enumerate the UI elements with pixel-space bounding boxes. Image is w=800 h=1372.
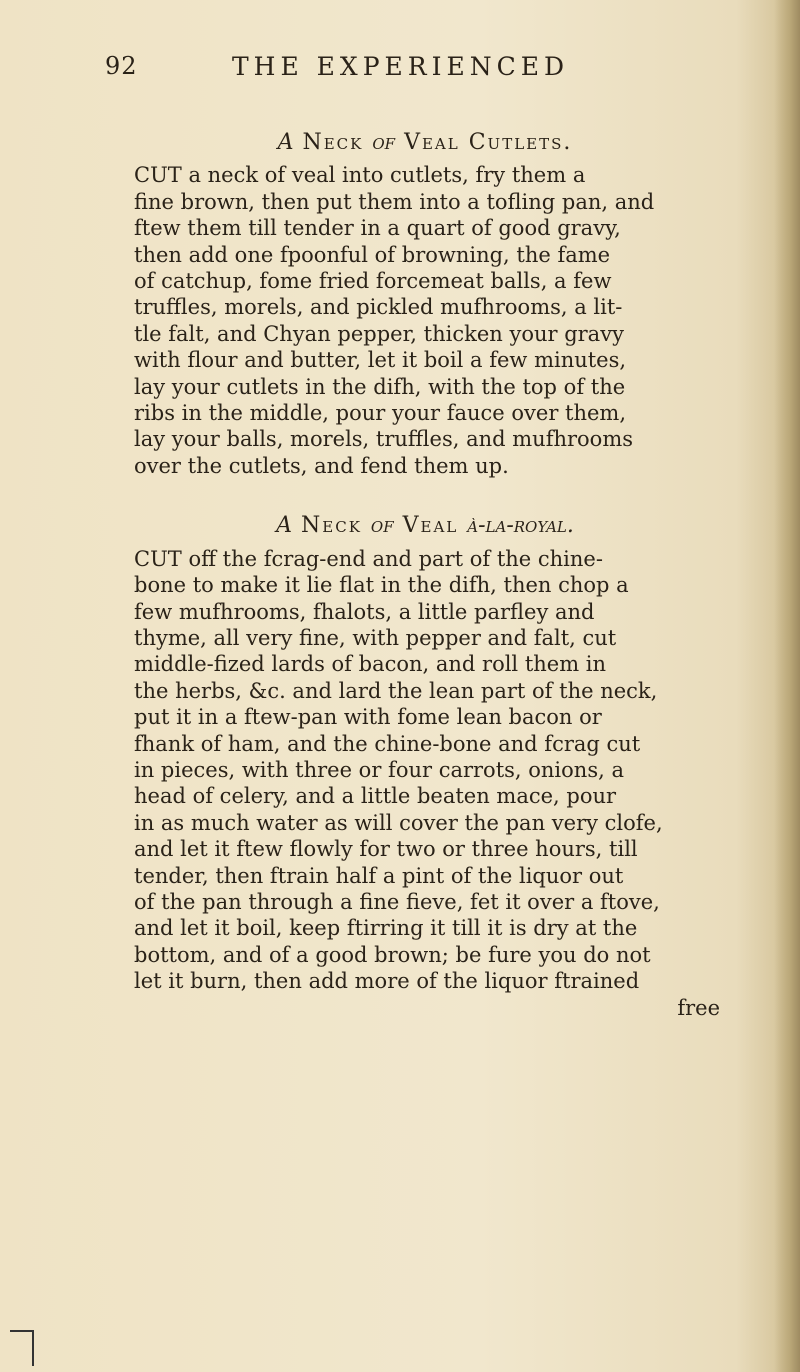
page-content [110,130,740,1021]
text-line: tle falt, and Chyan pepper, thicken your gravy [134,321,624,346]
page-edge-shadow [774,0,800,1372]
text-line: lay your balls, morels, truffles, and mufhrooms [134,427,634,452]
text-line: and let it ftew flowly for two or three hours, till [134,837,638,862]
heading-title: Veal Cutlets. [404,130,573,155]
text-line: ribs in the middle, pour your fauce over them, [134,401,627,426]
text-line: ftew them till tender in a quart of good gravy, [134,216,621,241]
corner-mark [10,1330,34,1366]
text-line: CUT off the fcrag-end and part of the chine- [134,546,603,571]
text-line: thyme, all very fine, with pepper and falt, cut [134,625,617,650]
text-line: with flour and butter, let it boil a few minutes, [134,348,627,373]
heading-word: Neck [302,130,364,155]
heading-of: of [372,130,396,155]
recipe-paragraph-1 [110,162,740,479]
text-line: head of celery, and a little beaten mace, pour [134,784,617,809]
text-line: fhank of ham, and the chine-bone and fcrag cut [134,731,641,756]
page-header [105,52,705,92]
text-line: lay your cutlets in the difh, with the top of the [134,374,626,399]
heading-article: A [276,513,293,539]
text-line: put it in a ftew-pan with fome lean bacon or [134,705,602,730]
heading-article: A [277,130,294,155]
text-line: in pieces, with three or four carrots, onions, a [134,757,624,782]
text-line: of catchup, fome fried forcemeat balls, a few [134,269,612,294]
text-line: of the pan through a fine fieve, fet it over a ftove, [134,889,660,914]
text-line: fine brown, then put them into a tofling pan, and [134,189,655,214]
running-head: THE EXPERIENCED [232,52,570,81]
text-line: the herbs, &c. and lard the lean part of the neck, [134,678,658,703]
text-line: tender, then ftrain half a pint of the liquor out [134,863,624,888]
recipe-heading-1 [110,130,740,156]
text-line: let it burn, then add more of the liquor ftrained [134,969,640,994]
text-line: middle-fized lards of bacon, and roll them in [134,652,607,677]
heading-title: Veal [402,513,459,539]
recipe-heading-2 [110,513,740,539]
text-line: then add one fpoonful of browning, the fame [134,242,611,267]
text-line: CUT a neck of veal into cutlets, fry them a [134,163,586,188]
text-line: bottom, and of a good brown; be fure you do not [134,942,651,967]
catchword: free [677,995,720,1020]
text-line: few mufhrooms, fhalots, a little parfley and [134,599,595,624]
heading-of: of [370,513,394,539]
heading-word: Neck [301,513,362,539]
page-number: 92 [105,52,138,80]
text-line: in as much water as will cover the pan very clofe, [134,810,663,835]
text-line: truffles, morels, and pickled mufhrooms, a lit- [134,295,623,320]
text-line: bone to make it lie flat in the difh, then chop a [134,573,629,598]
text-line: and let it boil, keep ftirring it till it is dry at the [134,916,638,941]
heading-subtitle: à-la-royal. [467,513,574,539]
recipe-paragraph-2 [110,546,740,995]
text-line: over the cutlets, and fend them up. [134,453,509,478]
